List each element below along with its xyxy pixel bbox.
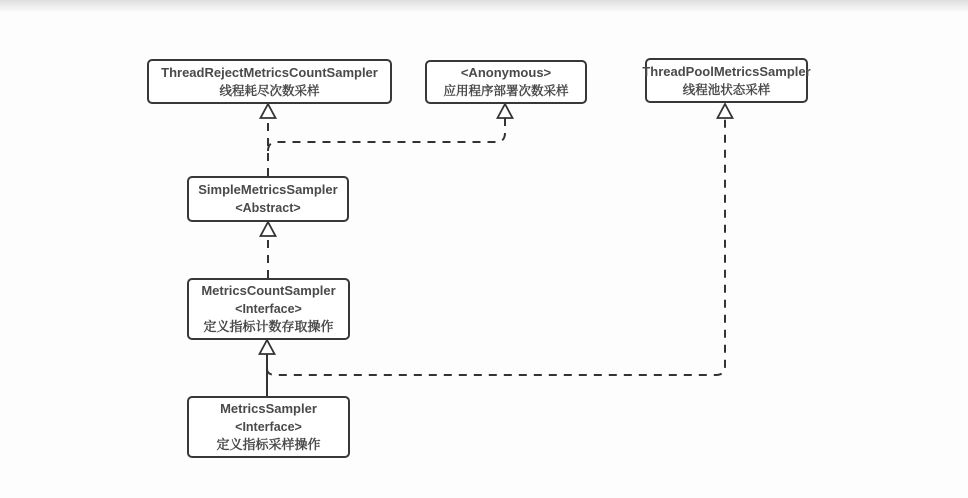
node-title: ThreadPoolMetricsSampler xyxy=(642,63,811,79)
node-desc: 定义指标计数存取操作 xyxy=(203,319,334,334)
node-thread-pool-metrics-sampler xyxy=(642,58,811,103)
node-subtitle: 应用程序部署次数采样 xyxy=(443,84,569,98)
node-subtitle: <Interface> xyxy=(235,420,302,434)
arrowhead-threadreject-icon xyxy=(261,104,276,118)
node-title: MetricsCountSampler xyxy=(201,283,336,298)
node-subtitle: 线程池状态采样 xyxy=(682,82,771,97)
arrowhead-anonymous-icon xyxy=(498,104,513,118)
arrowhead-threadpool-icon xyxy=(718,104,733,118)
node-title: SimpleMetricsSampler xyxy=(198,182,338,197)
node-subtitle: 线程耗尽次数采样 xyxy=(219,83,320,98)
node-anonymous xyxy=(425,60,587,104)
node-metrics-sampler xyxy=(187,396,350,458)
edge-simple-to-anonymous xyxy=(268,118,505,151)
node-thread-reject-metrics-count-sampler xyxy=(147,59,392,104)
node-subtitle: <Abstract> xyxy=(235,201,301,215)
node-metrics-count-sampler xyxy=(187,278,350,340)
node-title: <Anonymous> xyxy=(460,65,552,80)
node-subtitle: <Interface> xyxy=(235,302,302,316)
node-desc: 定义指标采样操作 xyxy=(216,437,321,452)
node-title: ThreadRejectMetricsCountSampler xyxy=(161,64,378,80)
node-title: MetricsSampler xyxy=(220,401,317,416)
node-simple-metrics-sampler xyxy=(187,176,349,222)
arrowhead-metricscount-icon xyxy=(260,340,275,354)
arrowhead-simple-icon xyxy=(261,222,276,236)
